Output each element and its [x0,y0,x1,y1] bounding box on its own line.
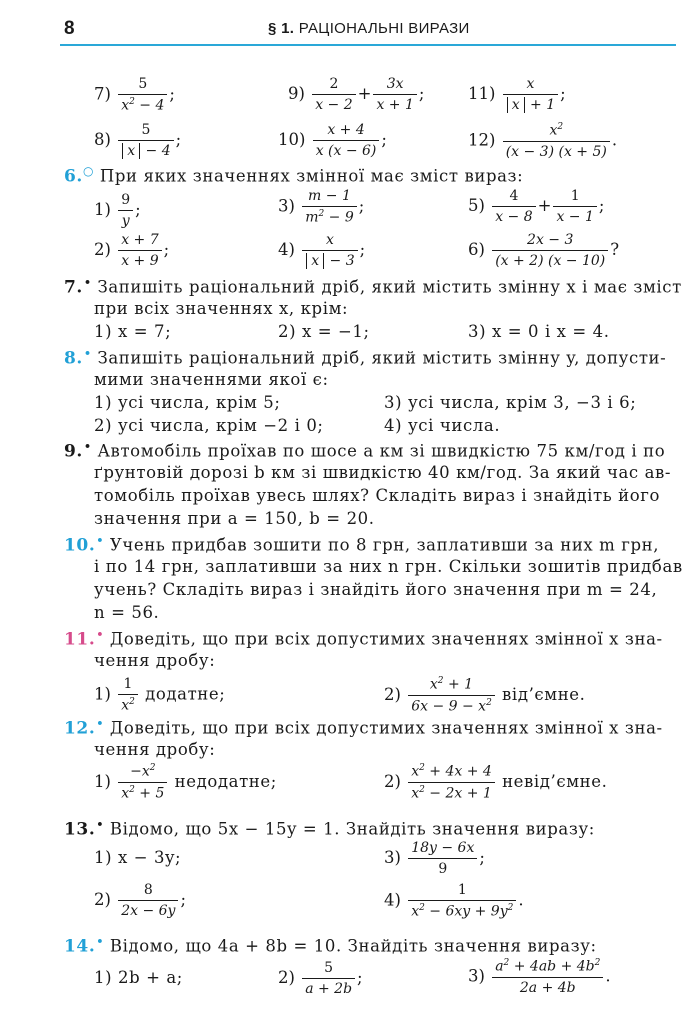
fraction: $\frac{a^2 + 4ab + 4b^2}{2a + 4b}$ [492,958,603,996]
fraction: $\frac{m - 1}{m^2 - 9}$ [302,188,357,226]
problem-7-line2: при всіх значеннях x, крім: [94,299,349,318]
item-9: 9) $\frac{2}{x - 2}$ + $\frac{3x}{x + 1}$ ; [288,76,425,114]
item-label: 8) [94,130,111,150]
option-label: 2) [384,684,401,704]
p12-option-1 [94,763,277,802]
fraction: $\frac{4}{x - 8}$ [492,188,535,225]
fraction: $\frac{8}{2x - 6y}$ [118,882,178,919]
fraction: $\frac{2}{x - 2}$ [312,76,355,113]
p13-option-4: 4) $\frac{1}{x^2 - 6xy + 9y^2}$ . [384,882,524,920]
problem-text: При яких значеннях змінної має зміст вираз: [99,166,524,186]
problem-number: 7. [64,277,83,298]
fraction: $\frac{x + 7}{x + 9}$ [118,232,161,269]
p7-option-2: 2) x = −1; [278,322,370,341]
option-text: невід’ємне. [502,771,608,791]
fraction: $\frac{x^2 + 1}{6x - 9 - x^2}$ [408,676,495,715]
section-header [268,20,470,37]
problem-10-line2: і по 14 грн, заплативши за них n грн. Скільки зошитів придбав [94,557,683,576]
problem-number: 9. [64,441,83,462]
p12-option-2 [384,763,607,802]
page-number: 8 [64,18,75,39]
p8-option-1: 1) усі числа, крім 5; [94,393,281,412]
fraction: $\frac{x}{x + 1}$ [503,76,558,113]
fraction: $\frac{-x^2}{x^2 + 5}$ [118,763,167,802]
item-label: 5) [468,196,485,216]
problem-text: Доведіть, що при всіх допустимих значеннях змінної x зна- [109,718,663,738]
p8-option-2: 2) усі числа, крім −2 і 0; [94,416,324,435]
fraction: $\frac{x^2 + 4x + 4}{x^2 - 2x + 1}$ [408,763,495,802]
item-10: 10) $\frac{x + 4}{x (x - 6)}$ ; [278,122,387,160]
option-label: 2) [94,890,111,910]
p13-option-3: 3) $\frac{18y - 6x}{9}$ ; [384,840,485,878]
problem-9: 9.• Автомобіль проїхав по шосе a км зі швидкістю 75 км/год і по [64,440,666,462]
option-label: 3) [384,848,401,868]
item-label: 9) [288,84,305,104]
option-label: 2) [278,968,295,988]
p6-item-2: 2) $\frac{x + 7}{x + 9}$ ; [94,232,170,270]
problem-10: 10.• Учень придбав зошити по 8 грн, заплативши за них m грн, [64,534,660,556]
problem-9-line2: ґрунтовій дорозі b км зі швидкістю 40 км/год. За який час ав- [94,463,672,482]
item-label: 6) [468,240,485,260]
section-title: РАЦІОНАЛЬНІ ВИРАЗИ [298,20,470,37]
option-label: 1) [94,684,111,704]
fraction: $\frac{5}{x^2 - 4}$ [118,76,167,114]
problem-text: Доведіть, що при всіх допустимих значеннях змінної x зна- [109,629,663,649]
item-label: 7) [94,84,111,104]
problem-10-line3: учень? Складіть вираз і знайдіть його значення при m = 24, [94,580,658,599]
fraction: $\frac{5}{a + 2b}$ [302,960,355,997]
problem-text: Запишіть раціональний дріб, який містить змінну y, допусти- [97,348,667,368]
fraction: $\frac{1}{x - 1}$ [553,188,596,225]
option-label: 2) [384,771,401,791]
problem-13: 13.• Відомо, що 5x − 15y = 1. Знайдіть значення виразу: [64,818,595,840]
option-label: 1) [94,771,111,791]
item-label: 12) [468,130,496,150]
item-label: 3) [278,196,295,216]
p8-option-3: 3) усі числа, крім 3, −3 і 6; [384,393,637,412]
problem-text: Відомо, що 4a + 8b = 10. Знайдіть значення виразу: [109,936,597,956]
item-12: 12) $\frac{x^2}{(x - 3) (x + 5)}$ . [468,122,618,160]
p13-option-1: 1) x − 3y; [94,848,182,867]
fraction: $\frac{2x - 3}{(x + 2) (x - 10)}$ [492,232,608,269]
p14-option-3: 3) $\frac{a^2 + 4ab + 4b^2}{2a + 4b}$ . [468,958,611,996]
p14-option-1: 1) 2b + a; [94,968,183,987]
problem-8-line2: мими значеннями якої є: [94,370,329,389]
problem-11: 11.• Доведіть, що при всіх допустимих значеннях змінної x зна- [64,628,663,650]
item-8: 8) $\frac{5}{x - 4}$ ; [94,122,182,160]
item-label: 2) [94,240,111,260]
header-rule [60,44,676,46]
p11-option-1 [94,676,225,714]
fraction: $\frac{18y - 6x}{9}$ [408,840,477,877]
problem-12: 12.• Доведіть, що при всіх допустимих значеннях змінної x зна- [64,717,663,739]
p13-option-2: 2) $\frac{8}{2x - 6y}$ ; [94,882,186,920]
p6-item-3: 3) $\frac{m - 1}{m^2 - 9}$ ; [278,188,365,226]
problem-number: 13. [64,819,96,840]
fraction: $\frac{x^2}{(x - 3) (x + 5)}$ [503,122,610,160]
p8-option-4: 4) усі числа. [384,416,501,435]
p6-item-1: 1) $\frac{9}{y}$ ; [94,192,141,230]
fraction: $\frac{x + 4}{x (x - 6)}$ [313,122,380,159]
problem-number: 12. [64,718,96,739]
p11-option-2 [384,676,586,715]
problem-14: 14.• Відомо, що 4a + 8b = 10. Знайдіть значення виразу: [64,935,597,957]
item-label: 4) [278,240,295,260]
p6-item-6: 6) $\frac{2x - 3}{(x + 2) (x - 10)}$ ? [468,232,620,270]
fraction: $\frac{5}{x - 4}$ [118,122,173,159]
option-text: від’ємне. [502,684,586,704]
fraction: $\frac{3x}{x + 1}$ [373,76,416,113]
option-text: недодатне; [174,771,277,791]
item-label: 11) [468,84,496,104]
problem-8: 8.• Запишіть раціональний дріб, який містить змінну y, допусти- [64,347,667,369]
item-11: 11) $\frac{x}{x + 1}$ ; [468,76,566,114]
problem-text: Учень придбав зошити по 8 грн, заплативши за них m грн, [109,535,660,555]
option-label: 4) [384,890,401,910]
problem-7: 7.• Запишіть раціональний дріб, який містить змінну x і має зміст [64,276,682,298]
p6-item-5: 5) $\frac{4}{x - 8}$ + $\frac{1}{x - 1}$ ; [468,188,605,226]
fraction: $\frac{9}{y}$ [118,192,133,229]
item-label: 10) [278,130,306,150]
option-text: додатне; [145,684,226,704]
problem-10-line4: n = 56. [94,603,160,622]
problem-number: 10. [64,535,96,556]
problem-9-line4: значення при a = 150, b = 20. [94,509,375,528]
problem-number: 8. [64,348,83,369]
fraction: $\frac{1}{x^2}$ [118,676,138,714]
problem-12-line2: чення дробу: [94,740,216,759]
p6-item-4: 4) $\frac{x}{x - 3}$ ; [278,232,366,270]
fraction: $\frac{x}{x - 3}$ [302,232,357,269]
p7-option-1: 1) x = 7; [94,322,172,341]
problem-6: 6.○ При яких значеннях змінної має зміст вираз: [64,164,524,187]
problem-text: Автомобіль проїхав по шосе a км зі швидкістю 75 км/год і по [97,441,666,461]
problem-number: 6. [64,166,83,187]
problem-11-line2: чення дробу: [94,651,216,670]
p7-option-3: 3) x = 0 і x = 4. [468,322,610,341]
problem-9-line3: томобіль проїхав увесь шлях? Складіть вираз і знайдіть його [94,486,661,505]
p14-option-2: 2) $\frac{5}{a + 2b}$ ; [278,960,363,998]
section-mark: § 1. [268,20,295,37]
problem-text: Відомо, що 5x − 15y = 1. Знайдіть значення виразу: [109,819,595,839]
problem-number: 11. [64,629,96,650]
item-7: 7) $\frac{5}{x^2 - 4}$ ; [94,76,175,114]
fraction: $\frac{1}{x^2 - 6xy + 9y^2}$ [408,882,516,920]
problem-text: Запишіть раціональний дріб, який містить змінну x і має зміст [97,277,682,297]
item-label: 1) [94,200,111,220]
problem-number: 14. [64,936,96,957]
option-label: 3) [468,966,485,986]
